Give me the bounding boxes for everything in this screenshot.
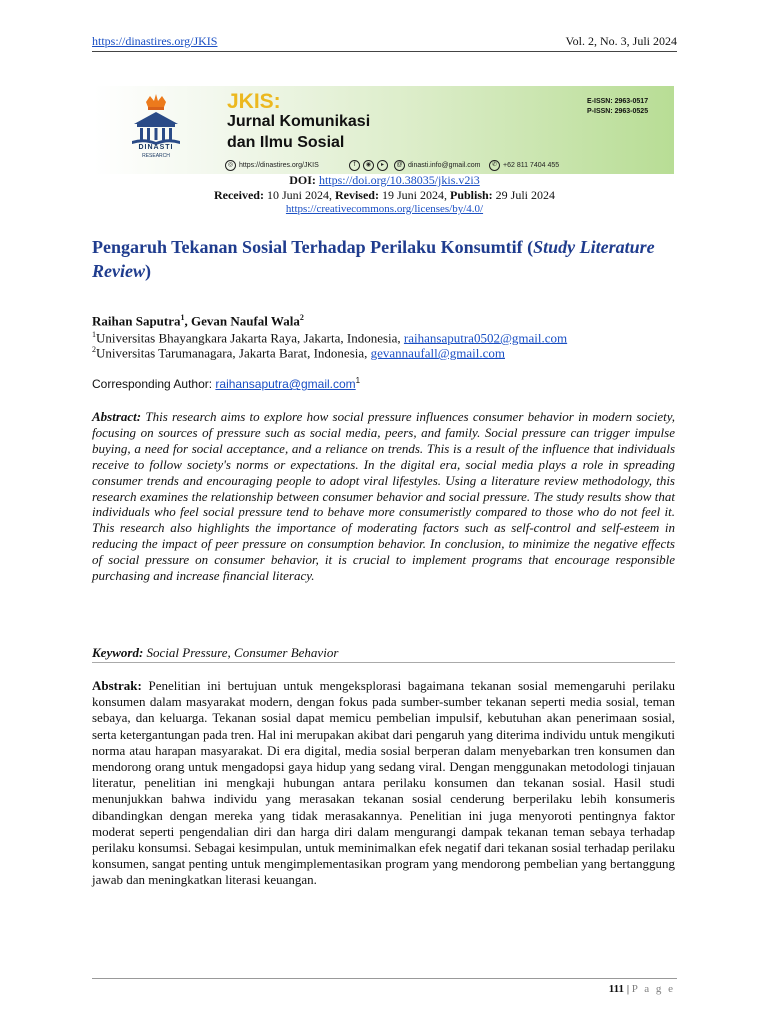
page-label: P a g e [631,983,675,995]
logo-subtext: RESEARCH [142,153,170,159]
facebook-icon: f [349,160,360,171]
doi-link[interactable]: https://doi.org/10.38035/jkis.v2i3 [318,173,480,187]
abstrak-text: Penelitian ini bertujuan untuk mengeksplorasi bagaimana tekanan sosial memengaruhi perilaku konsumen dalam masyarakat modern, dengan fokus pada sumber-sumber tekanan seperti media sosial, teman sebaya, dan keluarga. Tekanan sosial dapat memicu pembelian impulsif, kebutuhan akan penerimaan sosial, serta ketergantungan pada tren. Hal ini merupakan akibat dari pengaruh yang diterima individu untuk mengikuti norma atau harapan masyarakat. Di era digital, media sosial berperan dalam menyebarkan tren konsumen dan mendorong orang untuk mengadopsi gaya hidup yang sedang viral. Dengan menggunakan metodologi tinjauan literatur, penelitian ini mengkaji hubungan antara perilaku konsumen dan tekanan sosial. Hasil studi menunjukkan bahwa individu yang merasakan tekanan sosial cenderung berperilaku lebih konsumeris dibandingkan dengan mereka yang tidak merasakannya. Penelitian ini juga menyoroti pentingnya faktor moderat seperti pengendalian diri dan harga diri dalam mengurangi dampak tekanan teman sebaya terhadap perilaku konsumsi. Sebagai kesimpulan, untuk meminimalkan efek negatif dari tekanan sosial terhadap perilaku konsumen, sangat penting untuk mengimplementasikan program yang mendorong pembelian yang bertanggung jawab dan meningkatkan literasi keuangan. [92,678,675,888]
doi-label: DOI: [289,173,316,187]
footer-divider [92,978,677,979]
header-divider [92,51,677,52]
abstract-english [92,409,675,584]
abstract-text: This research aims to explore how social pressure influences consumer behavior in modern society, focusing on sources of pressure such as social media, peers, and family. Social pressure can trigger impulse buying, a need for social acceptance, and a reliance on trends. This is a result of the influence that individuals receive to follow society's norms or expectations. In the digital era, social media plays a role in spreading consumer trends and encouraging people to adopt viral lifestyles. Using a literature review methodology, this research examines the relationship between consumer behavior and social pressure. The study results show that individuals who feel social pressure tend to behave more consumeristly compared to those who do not feel it. This research also highlights the importance of moderating factors such as self-control and self-esteem in reducing the impact of peer pressure on consumption behavior. In conclusion, to minimize the negative effects of social pressure on consumer behavior, it is crucial to implement programs that encourage responsible purchasing and increase financial literacy. [92,409,675,584]
received-label: Received: [213,188,264,202]
publish-date: 29 Juli 2024 [495,188,556,202]
dates-line [92,188,677,203]
banner-email: @ dinasti.info@gmail.com [394,160,480,171]
revised-date: 19 Juni 2024, [381,188,447,202]
journal-name-line2: dan Ilmu Sosial [227,134,345,151]
email-icon: @ [394,160,405,171]
affiliation-1: $^1$Universitas Bhayangkara Jakarta Raya, Jakarta, Indonesia, raihansaputra0502@gmail.com [92,330,568,346]
journal-url-link[interactable]: https://dinastires.org/JKIS [92,34,218,48]
banner-social [349,160,388,171]
journal-name-line1: Jurnal Komunikasi [227,113,371,130]
instagram-icon: ◉ [363,160,374,171]
revised-label: Revised: [334,188,379,202]
journal-acronym: JKIS: [227,90,281,113]
abstract-label: Abstract: [92,409,142,424]
keywords [92,645,338,661]
volume-info: Vol. 2, No. 3, Juli 2024 [565,34,677,48]
abstract-indonesian [92,678,675,889]
page-number: 111 [608,983,625,995]
whatsapp-icon: ✆ [489,160,500,171]
banner-phone: ✆ +62 811 7404 455 [489,160,559,171]
keywords-divider [92,662,675,663]
corresponding-author: Corresponding Author: raihansaputra@gmail.com$^1$ [92,376,361,391]
journal-banner [94,86,674,174]
pissn: P-ISSN: 2963-0525 [587,108,649,115]
youtube-icon: ▸ [377,160,388,171]
banner-website: ◎ https://dinastires.org/JKIS [225,160,319,171]
keywords-text: Social Pressure, Consumer Behavior [143,645,339,660]
author-1: Raihan Saputra [92,313,181,329]
received-date: 10 Juni 2024, [266,188,332,202]
article-title: Pengaruh Tekanan Sosial Terhadap Perilaku Konsumtif (Study Literature Review) [92,237,655,281]
author-2: Gevan Naufal Wala [191,313,300,329]
affiliation-2: $^2$Universitas Tarumanagara, Jakarta Barat, Indonesia, gevannaufall@gmail.com [92,345,505,361]
eissn: E-ISSN: 2963-0517 [587,98,649,105]
globe-icon: ◎ [225,160,236,171]
page-footer: 111 | P a g e [608,983,675,995]
doi-line [92,173,677,188]
logo-text: DINASTI [138,144,174,151]
authors: Raihan Saputra$^1$, Gevan Naufal Wala$^2$ [92,313,304,329]
running-header [92,34,677,52]
corresponding-email-link[interactable]: raihansaputra@gmail.com [215,377,356,391]
license-link[interactable]: https://creativecommons.org/licenses/by/4.0/ [285,203,484,215]
abstrak-label: Abstrak: [92,678,142,693]
author1-email-link[interactable]: raihansaputra0502@gmail.com [403,330,568,346]
license-line [92,203,677,215]
author2-email-link[interactable]: gevannaufall@gmail.com [370,345,505,361]
publish-label: Publish: [449,188,493,202]
keywords-label: Keyword: [92,645,144,660]
